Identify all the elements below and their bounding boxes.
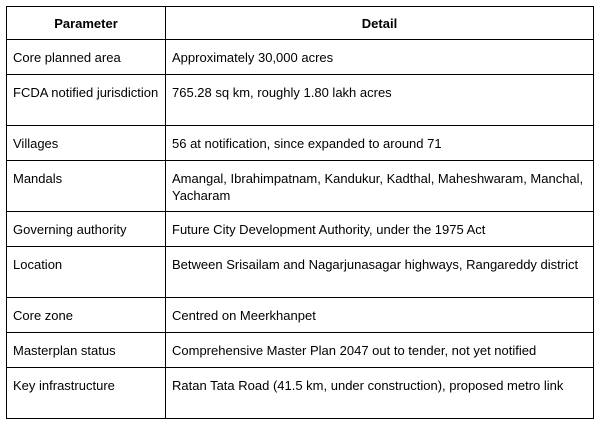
table-row: [7, 161, 594, 212]
parameter-cell: Masterplan status: [7, 333, 166, 368]
table-row: [7, 212, 594, 247]
parameter-cell: Location: [7, 247, 166, 298]
column-header-parameter: Parameter: [7, 7, 166, 40]
column-header-detail: Detail: [166, 7, 594, 40]
detail-cell: Comprehensive Master Plan 2047 out to tender, not yet notified: [166, 333, 594, 368]
table-row: [7, 298, 594, 333]
table-row: [7, 368, 594, 419]
parameter-cell: Governing authority: [7, 212, 166, 247]
table-row: [7, 333, 594, 368]
detail-cell: Ratan Tata Road (41.5 km, under construction), proposed metro link: [166, 368, 594, 419]
detail-cell: Between Srisailam and Nagarjunasagar highways, Rangareddy district: [166, 247, 594, 298]
parameter-detail-table: [6, 6, 594, 419]
parameter-cell: Mandals: [7, 161, 166, 212]
detail-cell: Approximately 30,000 acres: [166, 40, 594, 75]
parameter-cell: Key infrastructure: [7, 368, 166, 419]
parameter-cell: Core planned area: [7, 40, 166, 75]
detail-cell: 765.28 sq km, roughly 1.80 lakh acres: [166, 75, 594, 126]
parameter-cell: FCDA notified jurisdiction: [7, 75, 166, 126]
table-row: [7, 75, 594, 126]
table-row: [7, 126, 594, 161]
detail-cell: 56 at notification, since expanded to around 71: [166, 126, 594, 161]
detail-cell: Amangal, Ibrahimpatnam, Kandukur, Kadthal, Maheshwaram, Manchal, Yacharam: [166, 161, 594, 212]
detail-cell: Future City Development Authority, under the 1975 Act: [166, 212, 594, 247]
parameter-cell: Core zone: [7, 298, 166, 333]
table-row: [7, 40, 594, 75]
detail-cell: Centred on Meerkhanpet: [166, 298, 594, 333]
parameter-cell: Villages: [7, 126, 166, 161]
table-header-row: [7, 7, 594, 40]
table-row: [7, 247, 594, 298]
